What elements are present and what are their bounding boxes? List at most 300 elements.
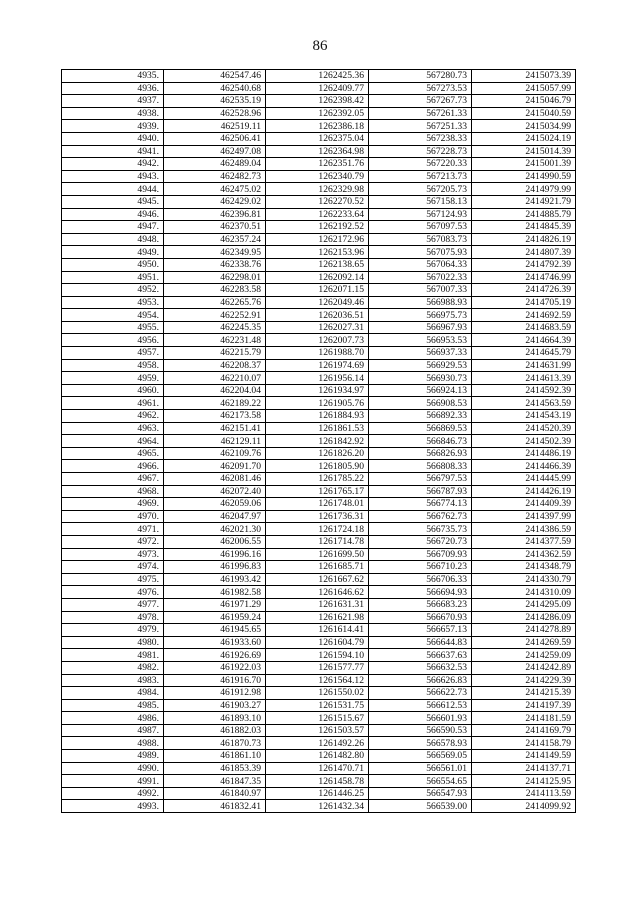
point-number-cell: 4935. [62, 70, 164, 83]
y2-cell: 2414137.71 [472, 762, 576, 775]
y2-cell: 2414807.39 [472, 246, 576, 259]
point-number-cell: 4955. [62, 321, 164, 334]
y1-cell: 1261594.10 [266, 649, 369, 662]
y2-cell: 2415001.39 [472, 158, 576, 171]
x1-cell: 461832.41 [164, 800, 266, 813]
y2-cell: 2414792.39 [472, 258, 576, 271]
y1-cell: 1261765.17 [266, 485, 369, 498]
point-number-cell: 4942. [62, 158, 164, 171]
y2-cell: 2414921.79 [472, 195, 576, 208]
table-row [62, 170, 576, 183]
y1-cell: 1261861.53 [266, 422, 369, 435]
y2-cell: 2414181.59 [472, 712, 576, 725]
table-row [62, 460, 576, 473]
x1-cell: 461840.97 [164, 787, 266, 800]
table-row [62, 712, 576, 725]
y2-cell: 2414259.09 [472, 649, 576, 662]
x1-cell: 461903.27 [164, 699, 266, 712]
x1-cell: 462298.01 [164, 271, 266, 284]
x1-cell: 462338.76 [164, 258, 266, 271]
y1-cell: 1261577.77 [266, 661, 369, 674]
y1-cell: 1261482.80 [266, 750, 369, 763]
y1-cell: 1262071.15 [266, 284, 369, 297]
y2-cell: 2415046.79 [472, 95, 576, 108]
table-row [62, 372, 576, 385]
y1-cell: 1261515.67 [266, 712, 369, 725]
point-number-cell: 4989. [62, 750, 164, 763]
point-number-cell: 4951. [62, 271, 164, 284]
point-number-cell: 4948. [62, 233, 164, 246]
table-row [62, 624, 576, 637]
x1-cell: 461882.03 [164, 724, 266, 737]
point-number-cell: 4945. [62, 195, 164, 208]
table-row [62, 221, 576, 234]
point-number-cell: 4981. [62, 649, 164, 662]
x2-cell: 566637.63 [369, 649, 472, 662]
x1-cell: 461922.03 [164, 661, 266, 674]
table-row [62, 485, 576, 498]
x2-cell: 566924.13 [369, 384, 472, 397]
x2-cell: 566683.23 [369, 598, 472, 611]
x1-cell: 461996.16 [164, 548, 266, 561]
x2-cell: 566644.83 [369, 636, 472, 649]
x2-cell: 566937.33 [369, 347, 472, 360]
x1-cell: 461916.70 [164, 674, 266, 687]
table-row [62, 208, 576, 221]
table-row [62, 498, 576, 511]
table-row [62, 586, 576, 599]
point-number-cell: 4965. [62, 447, 164, 460]
point-number-cell: 4993. [62, 800, 164, 813]
table-row [62, 724, 576, 737]
x2-cell: 566622.73 [369, 687, 472, 700]
point-number-cell: 4967. [62, 473, 164, 486]
x1-cell: 462489.04 [164, 158, 266, 171]
table-row [62, 321, 576, 334]
table-row [62, 435, 576, 448]
y2-cell: 2414286.09 [472, 611, 576, 624]
table-row [62, 284, 576, 297]
x1-cell: 462208.37 [164, 359, 266, 372]
point-number-cell: 4954. [62, 309, 164, 322]
point-number-cell: 4949. [62, 246, 164, 259]
table-row [62, 800, 576, 813]
y2-cell: 2414502.39 [472, 435, 576, 448]
x2-cell: 566554.65 [369, 775, 472, 788]
y2-cell: 2414330.79 [472, 573, 576, 586]
table-row [62, 195, 576, 208]
y2-cell: 2415014.39 [472, 145, 576, 158]
point-number-cell: 4959. [62, 372, 164, 385]
point-number-cell: 4950. [62, 258, 164, 271]
y1-cell: 1261446.25 [266, 787, 369, 800]
y2-cell: 2415057.99 [472, 82, 576, 95]
point-number-cell: 4973. [62, 548, 164, 561]
x1-cell: 462059.06 [164, 498, 266, 511]
x1-cell: 461847.35 [164, 775, 266, 788]
table-row [62, 649, 576, 662]
y1-cell: 1261934.97 [266, 384, 369, 397]
y2-cell: 2414683.59 [472, 321, 576, 334]
x2-cell: 566578.93 [369, 737, 472, 750]
table-row [62, 145, 576, 158]
point-number-cell: 4936. [62, 82, 164, 95]
point-number-cell: 4978. [62, 611, 164, 624]
x2-cell: 567267.73 [369, 95, 472, 108]
y2-cell: 2414520.39 [472, 422, 576, 435]
x2-cell: 566657.13 [369, 624, 472, 637]
y2-cell: 2415034.99 [472, 120, 576, 133]
x2-cell: 566735.73 [369, 523, 472, 536]
y1-cell: 1261699.50 [266, 548, 369, 561]
x1-cell: 462072.40 [164, 485, 266, 498]
point-number-cell: 4944. [62, 183, 164, 196]
y2-cell: 2414397.99 [472, 510, 576, 523]
y1-cell: 1261458.78 [266, 775, 369, 788]
point-number-cell: 4964. [62, 435, 164, 448]
x1-cell: 462519.11 [164, 120, 266, 133]
y2-cell: 2414466.39 [472, 460, 576, 473]
y2-cell: 2414113.59 [472, 787, 576, 800]
point-number-cell: 4946. [62, 208, 164, 221]
table-row [62, 296, 576, 309]
point-number-cell: 4977. [62, 598, 164, 611]
x1-cell: 461870.73 [164, 737, 266, 750]
y2-cell: 2414592.39 [472, 384, 576, 397]
point-number-cell: 4984. [62, 687, 164, 700]
table-row [62, 548, 576, 561]
x1-cell: 462204.04 [164, 384, 266, 397]
table-row [62, 422, 576, 435]
y2-cell: 2414726.39 [472, 284, 576, 297]
y2-cell: 2414705.19 [472, 296, 576, 309]
y1-cell: 1262138.65 [266, 258, 369, 271]
y2-cell: 2414664.39 [472, 334, 576, 347]
y2-cell: 2414746.99 [472, 271, 576, 284]
table-row [62, 70, 576, 83]
y1-cell: 1262364.98 [266, 145, 369, 158]
point-number-cell: 4952. [62, 284, 164, 297]
point-number-cell: 4953. [62, 296, 164, 309]
x1-cell: 462475.02 [164, 183, 266, 196]
y1-cell: 1261974.69 [266, 359, 369, 372]
y1-cell: 1262270.52 [266, 195, 369, 208]
x1-cell: 462245.35 [164, 321, 266, 334]
x1-cell: 462215.79 [164, 347, 266, 360]
table-row [62, 334, 576, 347]
y2-cell: 2415024.19 [472, 132, 576, 145]
x2-cell: 566846.73 [369, 435, 472, 448]
x1-cell: 462547.46 [164, 70, 266, 83]
y1-cell: 1262340.79 [266, 170, 369, 183]
point-number-cell: 4986. [62, 712, 164, 725]
y2-cell: 2414885.79 [472, 208, 576, 221]
y1-cell: 1262027.31 [266, 321, 369, 334]
y2-cell: 2414125.95 [472, 775, 576, 788]
x1-cell: 461933.60 [164, 636, 266, 649]
y2-cell: 2414826.19 [472, 233, 576, 246]
point-number-cell: 4941. [62, 145, 164, 158]
table-row [62, 750, 576, 763]
y2-cell: 2414197.39 [472, 699, 576, 712]
x2-cell: 566547.93 [369, 787, 472, 800]
y1-cell: 1261905.76 [266, 397, 369, 410]
table-row [62, 535, 576, 548]
x2-cell: 566632.53 [369, 661, 472, 674]
table-row [62, 674, 576, 687]
x1-cell: 462252.91 [164, 309, 266, 322]
y1-cell: 1262192.52 [266, 221, 369, 234]
y1-cell: 1261564.12 [266, 674, 369, 687]
y1-cell: 1261805.90 [266, 460, 369, 473]
x2-cell: 567075.93 [369, 246, 472, 259]
y1-cell: 1261884.93 [266, 410, 369, 423]
y2-cell: 2414295.09 [472, 598, 576, 611]
y1-cell: 1261748.01 [266, 498, 369, 511]
table-row [62, 636, 576, 649]
point-number-cell: 4987. [62, 724, 164, 737]
x2-cell: 566929.53 [369, 359, 472, 372]
point-number-cell: 4939. [62, 120, 164, 133]
x1-cell: 461982.58 [164, 586, 266, 599]
x2-cell: 566953.53 [369, 334, 472, 347]
table-row [62, 473, 576, 486]
y1-cell: 1261826.20 [266, 447, 369, 460]
table-row [62, 598, 576, 611]
y1-cell: 1261842.92 [266, 435, 369, 448]
table-row [62, 347, 576, 360]
table-row [62, 82, 576, 95]
x1-cell: 462497.08 [164, 145, 266, 158]
x2-cell: 567205.73 [369, 183, 472, 196]
y1-cell: 1262351.76 [266, 158, 369, 171]
x2-cell: 566709.93 [369, 548, 472, 561]
x1-cell: 462006.55 [164, 535, 266, 548]
x2-cell: 567220.33 [369, 158, 472, 171]
x2-cell: 566774.13 [369, 498, 472, 511]
y2-cell: 2415040.59 [472, 107, 576, 120]
y1-cell: 1262007.73 [266, 334, 369, 347]
point-number-cell: 4976. [62, 586, 164, 599]
x2-cell: 567022.33 [369, 271, 472, 284]
table-row [62, 309, 576, 322]
table-row [62, 573, 576, 586]
y2-cell: 2414229.39 [472, 674, 576, 687]
point-number-cell: 4988. [62, 737, 164, 750]
x1-cell: 461971.29 [164, 598, 266, 611]
x2-cell: 566908.53 [369, 397, 472, 410]
x2-cell: 567238.33 [369, 132, 472, 145]
y1-cell: 1261724.18 [266, 523, 369, 536]
x2-cell: 567007.33 [369, 284, 472, 297]
x1-cell: 462091.70 [164, 460, 266, 473]
x2-cell: 566762.73 [369, 510, 472, 523]
y2-cell: 2414563.59 [472, 397, 576, 410]
point-number-cell: 4971. [62, 523, 164, 536]
table-row [62, 120, 576, 133]
x1-cell: 461853.39 [164, 762, 266, 775]
y2-cell: 2414613.39 [472, 372, 576, 385]
x1-cell: 462081.46 [164, 473, 266, 486]
x1-cell: 462283.58 [164, 284, 266, 297]
x2-cell: 566720.73 [369, 535, 472, 548]
table-row [62, 737, 576, 750]
point-number-cell: 4957. [62, 347, 164, 360]
x1-cell: 462528.96 [164, 107, 266, 120]
point-number-cell: 4962. [62, 410, 164, 423]
y1-cell: 1261531.75 [266, 699, 369, 712]
table-row [62, 258, 576, 271]
x1-cell: 462265.76 [164, 296, 266, 309]
x1-cell: 461893.10 [164, 712, 266, 725]
x2-cell: 566561.01 [369, 762, 472, 775]
point-number-cell: 4961. [62, 397, 164, 410]
y2-cell: 2414269.59 [472, 636, 576, 649]
x1-cell: 462540.68 [164, 82, 266, 95]
x2-cell: 566930.73 [369, 372, 472, 385]
table-row [62, 132, 576, 145]
point-number-cell: 4937. [62, 95, 164, 108]
x2-cell: 566706.33 [369, 573, 472, 586]
table-row [62, 359, 576, 372]
x2-cell: 566670.93 [369, 611, 472, 624]
table-row [62, 107, 576, 120]
x1-cell: 461993.42 [164, 573, 266, 586]
y1-cell: 1261621.98 [266, 611, 369, 624]
x1-cell: 462396.81 [164, 208, 266, 221]
table-row [62, 397, 576, 410]
point-number-cell: 4974. [62, 561, 164, 574]
y1-cell: 1261604.79 [266, 636, 369, 649]
point-number-cell: 4991. [62, 775, 164, 788]
table-row [62, 410, 576, 423]
x2-cell: 567124.93 [369, 208, 472, 221]
point-number-cell: 4943. [62, 170, 164, 183]
x2-cell: 566797.53 [369, 473, 472, 486]
x1-cell: 462370.51 [164, 221, 266, 234]
table-row [62, 661, 576, 674]
x2-cell: 566626.83 [369, 674, 472, 687]
coordinates-table [61, 69, 576, 813]
x1-cell: 462357.24 [164, 233, 266, 246]
point-number-cell: 4983. [62, 674, 164, 687]
y1-cell: 1261470.71 [266, 762, 369, 775]
y2-cell: 2414409.39 [472, 498, 576, 511]
y1-cell: 1261492.26 [266, 737, 369, 750]
x1-cell: 461861.10 [164, 750, 266, 763]
x2-cell: 566967.93 [369, 321, 472, 334]
x2-cell: 567251.33 [369, 120, 472, 133]
y2-cell: 2414362.59 [472, 548, 576, 561]
table-row [62, 233, 576, 246]
y2-cell: 2414979.99 [472, 183, 576, 196]
y1-cell: 1262398.42 [266, 95, 369, 108]
y1-cell: 1262153.96 [266, 246, 369, 259]
y1-cell: 1262392.05 [266, 107, 369, 120]
table-row [62, 762, 576, 775]
point-number-cell: 4970. [62, 510, 164, 523]
x2-cell: 567064.33 [369, 258, 472, 271]
y2-cell: 2415073.39 [472, 70, 576, 83]
point-number-cell: 4982. [62, 661, 164, 674]
y2-cell: 2414543.19 [472, 410, 576, 423]
x2-cell: 567097.53 [369, 221, 472, 234]
point-number-cell: 4979. [62, 624, 164, 637]
y1-cell: 1261736.31 [266, 510, 369, 523]
table-row [62, 246, 576, 259]
point-number-cell: 4969. [62, 498, 164, 511]
x1-cell: 461926.69 [164, 649, 266, 662]
table-row [62, 523, 576, 536]
x1-cell: 462189.22 [164, 397, 266, 410]
y2-cell: 2414386.59 [472, 523, 576, 536]
table-row [62, 447, 576, 460]
y1-cell: 1261550.02 [266, 687, 369, 700]
y1-cell: 1262425.36 [266, 70, 369, 83]
x2-cell: 567273.53 [369, 82, 472, 95]
x2-cell: 566988.93 [369, 296, 472, 309]
table-row [62, 510, 576, 523]
table-row [62, 561, 576, 574]
point-number-cell: 4956. [62, 334, 164, 347]
x1-cell: 462506.41 [164, 132, 266, 145]
y2-cell: 2414099.92 [472, 800, 576, 813]
y1-cell: 1262329.98 [266, 183, 369, 196]
x2-cell: 566539.00 [369, 800, 472, 813]
coordinates-table-body [62, 70, 576, 813]
y1-cell: 1262049.46 [266, 296, 369, 309]
table-row [62, 95, 576, 108]
point-number-cell: 4968. [62, 485, 164, 498]
y1-cell: 1262172.96 [266, 233, 369, 246]
table-row [62, 687, 576, 700]
x2-cell: 567280.73 [369, 70, 472, 83]
point-number-cell: 4992. [62, 787, 164, 800]
y2-cell: 2414445.99 [472, 473, 576, 486]
x2-cell: 567228.73 [369, 145, 472, 158]
y2-cell: 2414278.89 [472, 624, 576, 637]
point-number-cell: 4990. [62, 762, 164, 775]
y2-cell: 2414645.79 [472, 347, 576, 360]
x2-cell: 567158.13 [369, 195, 472, 208]
point-number-cell: 4960. [62, 384, 164, 397]
y1-cell: 1262386.18 [266, 120, 369, 133]
point-number-cell: 4938. [62, 107, 164, 120]
table-row [62, 699, 576, 712]
x1-cell: 462349.95 [164, 246, 266, 259]
x2-cell: 566826.93 [369, 447, 472, 460]
y1-cell: 1261685.71 [266, 561, 369, 574]
table-row [62, 787, 576, 800]
table-row [62, 775, 576, 788]
x2-cell: 566710.23 [369, 561, 472, 574]
y2-cell: 2414310.09 [472, 586, 576, 599]
table-row [62, 384, 576, 397]
y2-cell: 2414169.79 [472, 724, 576, 737]
x2-cell: 566892.33 [369, 410, 472, 423]
x2-cell: 567083.73 [369, 233, 472, 246]
x1-cell: 462535.19 [164, 95, 266, 108]
y2-cell: 2414426.19 [472, 485, 576, 498]
point-number-cell: 4985. [62, 699, 164, 712]
x1-cell: 462129.11 [164, 435, 266, 448]
table-row [62, 271, 576, 284]
point-number-cell: 4972. [62, 535, 164, 548]
x1-cell: 462173.58 [164, 410, 266, 423]
y2-cell: 2414242.89 [472, 661, 576, 674]
y2-cell: 2414692.59 [472, 309, 576, 322]
y2-cell: 2414149.59 [472, 750, 576, 763]
